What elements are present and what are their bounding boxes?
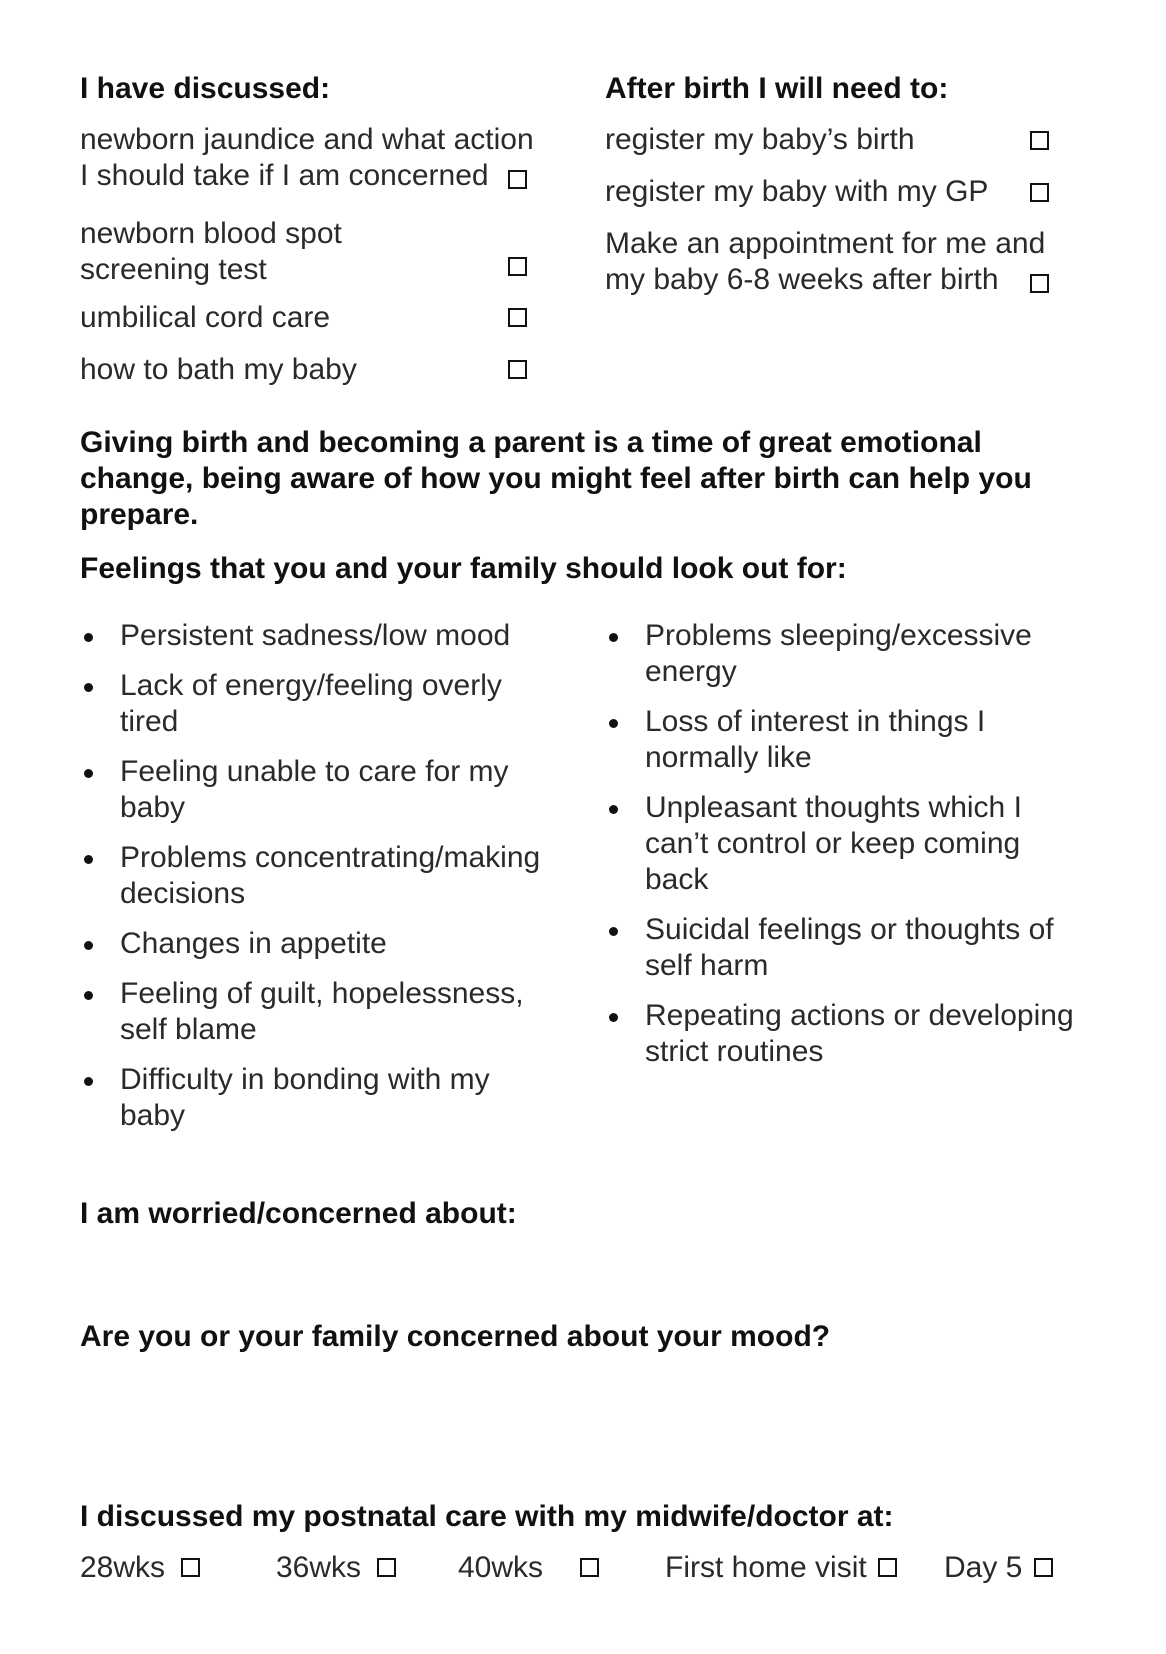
discussed-item-2-line2: screening test bbox=[80, 253, 267, 286]
bullet-icon bbox=[84, 855, 93, 864]
list-item: Repeating actions or developing strict routines bbox=[605, 998, 1075, 1070]
discussed-heading: I have discussed: bbox=[80, 72, 331, 105]
visit-40wks-checkbox[interactable] bbox=[580, 1558, 599, 1577]
list-item: Feeling unable to care for my baby bbox=[80, 754, 550, 826]
discussed-item-3: umbilical cord care bbox=[80, 301, 331, 334]
list-item: Feeling of guilt, hopelessness, self blame bbox=[80, 976, 550, 1048]
bullet-icon bbox=[609, 805, 618, 814]
visit-36wks-label: 36wks bbox=[276, 1551, 362, 1584]
bullet-icon bbox=[609, 633, 618, 642]
visit-day5-checkbox[interactable] bbox=[1034, 1558, 1053, 1577]
discussed-item-4: how to bath my baby bbox=[80, 353, 357, 386]
discussed-item-1-line1: newborn jaundice and what action bbox=[80, 123, 534, 156]
list-item: Lack of energy/feeling overly tired bbox=[80, 668, 550, 740]
list-item: Persistent sadness/low mood bbox=[80, 618, 550, 654]
jaundice-checkbox[interactable] bbox=[508, 170, 527, 189]
discussed-item-2-line1: newborn blood spot bbox=[80, 217, 342, 250]
bullet-icon bbox=[84, 991, 93, 1000]
blood-spot-checkbox[interactable] bbox=[508, 257, 527, 276]
list-item bbox=[605, 226, 1065, 298]
list-item: Loss of interest in things I normally like bbox=[605, 704, 1075, 776]
feelings-list-left bbox=[80, 618, 550, 1148]
after-birth-item-2: register my baby with my GP bbox=[605, 175, 989, 208]
visit-28wks-label: 28wks bbox=[80, 1551, 166, 1584]
after-birth-heading: After birth I will need to: bbox=[605, 72, 949, 105]
register-birth-checkbox[interactable] bbox=[1030, 131, 1049, 150]
list-item: Difficulty in bonding with my baby bbox=[80, 1062, 550, 1134]
register-gp-checkbox[interactable] bbox=[1030, 183, 1049, 202]
list-item bbox=[80, 216, 500, 288]
cord-care-checkbox[interactable] bbox=[508, 308, 527, 327]
after-birth-item-3-line1: Make an appointment for me and bbox=[605, 227, 1046, 260]
visit-36wks-checkbox[interactable] bbox=[377, 1558, 396, 1577]
mood-heading: Are you or your family concerned about your mood? bbox=[80, 1320, 831, 1353]
after-birth-item-3-line2: my baby 6-8 weeks after birth bbox=[605, 263, 999, 296]
visit-28wks-checkbox[interactable] bbox=[181, 1558, 200, 1577]
worried-heading: I am worried/concerned about: bbox=[80, 1197, 517, 1230]
bullet-icon bbox=[84, 633, 93, 642]
postnatal-heading: I discussed my postnatal care with my midwife/doctor at: bbox=[80, 1500, 894, 1533]
visit-day5-label: Day 5 bbox=[944, 1551, 1023, 1584]
feelings-heading: Feelings that you and your family should look out for: bbox=[80, 552, 847, 585]
list-item: Unpleasant thoughts which I can’t control or keep coming back bbox=[605, 790, 1075, 898]
list-item: Problems concentrating/making decisions bbox=[80, 840, 550, 912]
bullet-icon bbox=[609, 1013, 618, 1022]
bullet-icon bbox=[609, 927, 618, 936]
bullet-icon bbox=[84, 1077, 93, 1086]
after-birth-item-1: register my baby’s birth bbox=[605, 123, 915, 156]
visit-40wks-label: 40wks bbox=[458, 1551, 544, 1584]
bullet-icon bbox=[84, 683, 93, 692]
bath-baby-checkbox[interactable] bbox=[508, 360, 527, 379]
bullet-icon bbox=[84, 769, 93, 778]
list-item: Suicidal feelings or thoughts of self harm bbox=[605, 912, 1075, 984]
emotional-intro: Giving birth and becoming a parent is a time of great emotional change, being aware of how you might feel after birth can help you prepare. bbox=[80, 426, 1032, 531]
appointment-checkbox[interactable] bbox=[1030, 274, 1049, 293]
visit-first-home-checkbox[interactable] bbox=[878, 1558, 897, 1577]
feelings-list-right bbox=[605, 618, 1075, 1084]
bullet-icon bbox=[84, 941, 93, 950]
list-item bbox=[80, 122, 540, 194]
bullet-icon bbox=[609, 719, 618, 728]
discussed-item-1-line2: I should take if I am concerned bbox=[80, 159, 489, 192]
list-item: Changes in appetite bbox=[80, 926, 550, 962]
list-item: Problems sleeping/excessive energy bbox=[605, 618, 1075, 690]
visit-first-home-label: First home visit bbox=[665, 1551, 867, 1584]
